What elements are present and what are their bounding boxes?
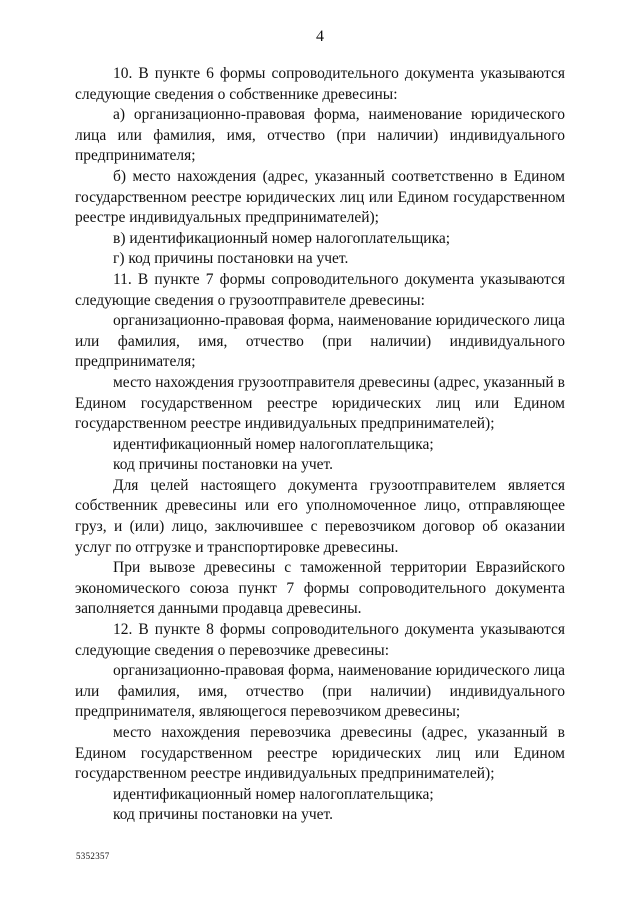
paragraph-12-inn: идентификационный номер налогоплательщика; [113,785,434,803]
paragraph-11-inn: идентификационный номер налогоплательщика; [113,435,434,453]
paragraph-10-a: а) организационно-правовая форма, наименование юридического лица или фамилия, имя, отчество (при наличии) индивидуального предпринимателя; [75,106,565,165]
paragraph-11-definition: Для целей настоящего документа грузоотправителем является собственник древесины или его уполномоченное лицо, отправляющее груз, и (или) лицо, заключившее с перевозчиком договор об оказании услуг по отгрузке и транспортировке древесины. [75,476,565,556]
paragraph-12-address: место нахождения перевозчика древесины (адрес, указанный в Едином государственном реестре юридических лиц или Едином государственном реестре индивидуальных предпринимателей); [75,724,565,783]
paragraph-12-kpp: код причины постановки на учет. [113,806,333,824]
paragraph-10-intro: 10. В пункте 6 формы сопроводительного документа указываются следующие сведения о собственнике древесины: [75,65,565,103]
paragraph-11-export: При вывозе древесины с таможенной территории Евразийского экономического союза пункт 7 формы сопроводительного документа заполняется данными продавца древесины. [75,559,565,618]
page-number: 4 [316,28,324,45]
paragraph-10-v: в) идентификационный номер налогоплательщика; [113,229,451,247]
paragraph-11-kpp: код причины постановки на учет. [113,456,333,474]
document-body [75,64,565,826]
paragraph-12-form: организационно-правовая форма, наименование юридического лица или фамилия, имя, отчество (при наличии) индивидуального предпринимателя, являющегося перевозчиком древесины; [75,662,565,721]
paragraph-11-form: организационно-правовая форма, наименование юридического лица или фамилия, имя, отчество (при наличии) индивидуального предпринимателя; [75,312,565,371]
paragraph-11-intro: 11. В пункте 7 формы сопроводительного документа указываются следующие сведения о грузоотправителе древесины: [75,270,565,309]
paragraph-12-intro: 12. В пункте 8 формы сопроводительного документа указываются следующие сведения о перевозчике древесины: [75,621,565,659]
paragraph-10-g: г) код причины постановки на учет. [113,250,349,268]
paragraph-10-b: б) место нахождения (адрес, указанный соответственно в Едином государственном реестре юридических лиц или Едином государственном реестре индивидуальных предпринимателей); [75,167,565,227]
document-code: 5352357 [76,851,110,861]
paragraph-11-address: место нахождения грузоотправителя древесины (адрес, указанный в Едином государственном реестре юридических лиц или Едином государственном реестре индивидуальных предпринимателей); [75,373,565,433]
